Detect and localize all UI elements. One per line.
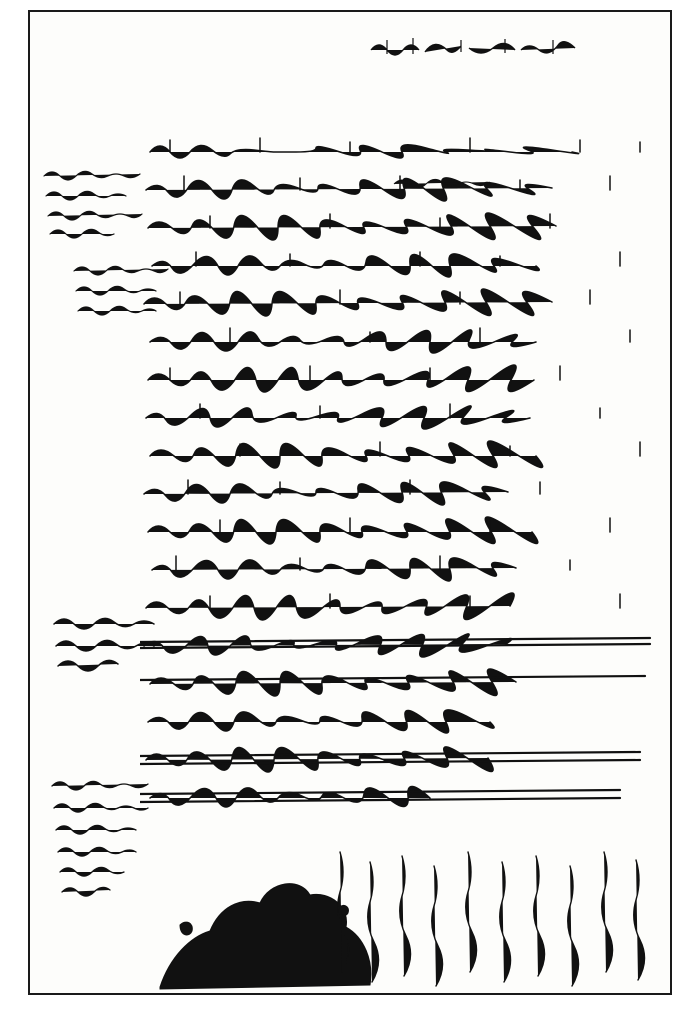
basmala-heading <box>365 34 585 62</box>
manuscript-page <box>28 10 672 995</box>
bottom-signatures <box>330 832 660 992</box>
margin-note-middle-left <box>48 608 158 678</box>
margin-note-upper-left <box>40 162 160 242</box>
interlinear-annotation-top <box>390 170 510 194</box>
margin-note-upper-right-side <box>70 257 180 337</box>
main-text-block <box>140 130 660 850</box>
